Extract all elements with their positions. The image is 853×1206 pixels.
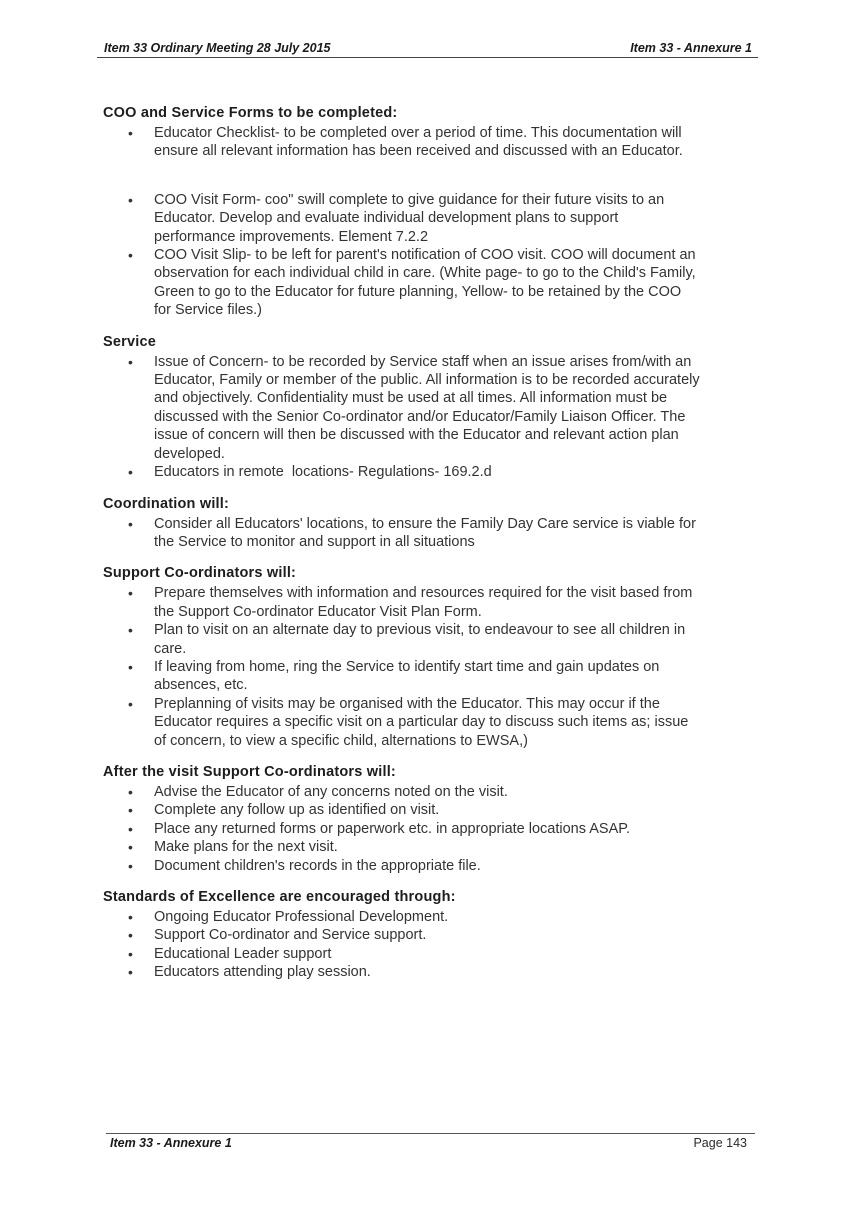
list-item: • COO Visit Slip- to be left for parent's notification of COO visit. COO will document an observation for each individual child in care. (White page- to go to the Child's Family, Green to go to the Educator for future planning, Yellow- to be retained by the COO for Service files.)	[128, 247, 696, 319]
bullet-list	[103, 515, 753, 552]
list-item: • Document children's records in the appropriate file.	[128, 857, 481, 874]
list-item: • Educational Leader support	[128, 945, 332, 962]
bullet-icon: •	[128, 802, 133, 819]
bullet-list	[103, 353, 753, 482]
header-meeting-title: Item 33 Ordinary Meeting 28 July 2015	[104, 41, 331, 55]
bullet-icon: •	[128, 909, 133, 925]
bullet-icon: •	[128, 658, 133, 675]
footer-annexure-label: Item 33 - Annexure 1	[110, 1136, 232, 1150]
list-item: • Ongoing Educator Professional Development.	[128, 909, 449, 925]
page-footer	[106, 1136, 755, 1154]
bullet-list	[103, 124, 753, 161]
bullet-icon: •	[128, 515, 133, 532]
bullet-icon: •	[128, 464, 133, 481]
bullet-list	[103, 584, 753, 750]
header-rule	[97, 57, 758, 58]
section-heading: After the visit Support Co-ordinators will:	[103, 763, 396, 780]
page-header	[97, 38, 758, 58]
section-heading: Standards of Excellence are encouraged through:	[103, 889, 456, 905]
footer-rule	[106, 1133, 755, 1134]
bullet-icon: •	[128, 839, 133, 856]
bullet-icon: •	[128, 964, 133, 981]
list-item: • Place any returned forms or paperwork etc. in appropriate locations ASAP.	[128, 820, 631, 837]
section-standards-excellence	[103, 888, 753, 982]
bullet-list	[103, 783, 753, 875]
list-item: • Educators attending play session.	[128, 964, 371, 981]
bullet-icon: •	[128, 247, 133, 264]
section-heading: Service	[103, 333, 156, 350]
section-service	[103, 333, 753, 482]
list-item: • Prepare themselves with information and resources required for the visit based from the Support Co-ordinator Educator Visit Plan Form.	[128, 585, 693, 620]
list-item: • Plan to visit on an alternate day to previous visit, to endeavour to see all children in care.	[128, 622, 686, 657]
bullet-icon: •	[128, 927, 133, 944]
bullet-icon: •	[128, 857, 133, 874]
section-support-coordinators	[103, 564, 753, 750]
bullet-icon: •	[128, 783, 133, 800]
section-heading: Support Co-ordinators will:	[103, 565, 297, 582]
list-item: • Educators in remote locations- Regulations- 169.2.d	[128, 464, 492, 481]
document-body	[103, 104, 753, 982]
bullet-icon: •	[128, 585, 133, 602]
bullet-icon: •	[128, 695, 133, 712]
list-item: • Educator Checklist- to be completed over a period of time. This documentation will ensure all relevant information has been received and discussed with an Educator.	[128, 125, 683, 160]
section-after-visit	[103, 763, 753, 875]
bullet-list	[103, 908, 753, 982]
section-coo-forms	[103, 104, 753, 320]
bullet-icon: •	[128, 622, 133, 639]
bullet-list	[103, 191, 753, 320]
list-item: • If leaving from home, ring the Service to identify start time and gain updates on absences, etc.	[128, 658, 660, 694]
bullet-icon: •	[128, 353, 133, 370]
list-item: • Support Co-ordinator and Service support.	[128, 927, 427, 944]
section-heading: Coordination will:	[103, 495, 230, 512]
page-number: Page 143	[693, 1136, 747, 1150]
list-item: • Issue of Concern- to be recorded by Service staff when an issue arises from/with an Educator, Family or member of the public. All information is to be recorded accurately and objectively. Confidentiality must be used at all times. All information must be discussed with the Senior Co-ordinator and/or Educator/Family Liaison Officer. The issue of concern will then be discussed with the Educator and relevant action plan developed.	[128, 353, 700, 462]
list-item: • Advise the Educator of any concerns noted on the visit.	[128, 783, 508, 800]
section-heading: COO and Service Forms to be completed:	[103, 105, 398, 121]
header-annexure-label: Item 33 - Annexure 1	[630, 41, 752, 55]
list-item: • Consider all Educators' locations, to ensure the Family Day Care service is viable for the Service to monitor and support in all situations	[128, 515, 696, 550]
bullet-icon: •	[128, 125, 133, 141]
list-item: • COO Visit Form- coo" swill complete to give guidance for their future visits to an Educator. Develop and evaluate individual development plans to support performance improvements. Element 7.2.2	[128, 191, 665, 245]
list-item: • Preplanning of visits may be organised with the Educator. This may occur if the Educator requires a specific visit on a particular day to discuss such items as; issue of concern, to view a specific child, alternations to EWSA,)	[128, 695, 689, 749]
bullet-icon: •	[128, 820, 133, 837]
bullet-icon: •	[128, 945, 133, 962]
list-item: • Complete any follow up as identified on visit.	[128, 802, 440, 819]
section-coordination	[103, 495, 753, 552]
list-item: • Make plans for the next visit.	[128, 839, 338, 856]
bullet-icon: •	[128, 191, 133, 208]
